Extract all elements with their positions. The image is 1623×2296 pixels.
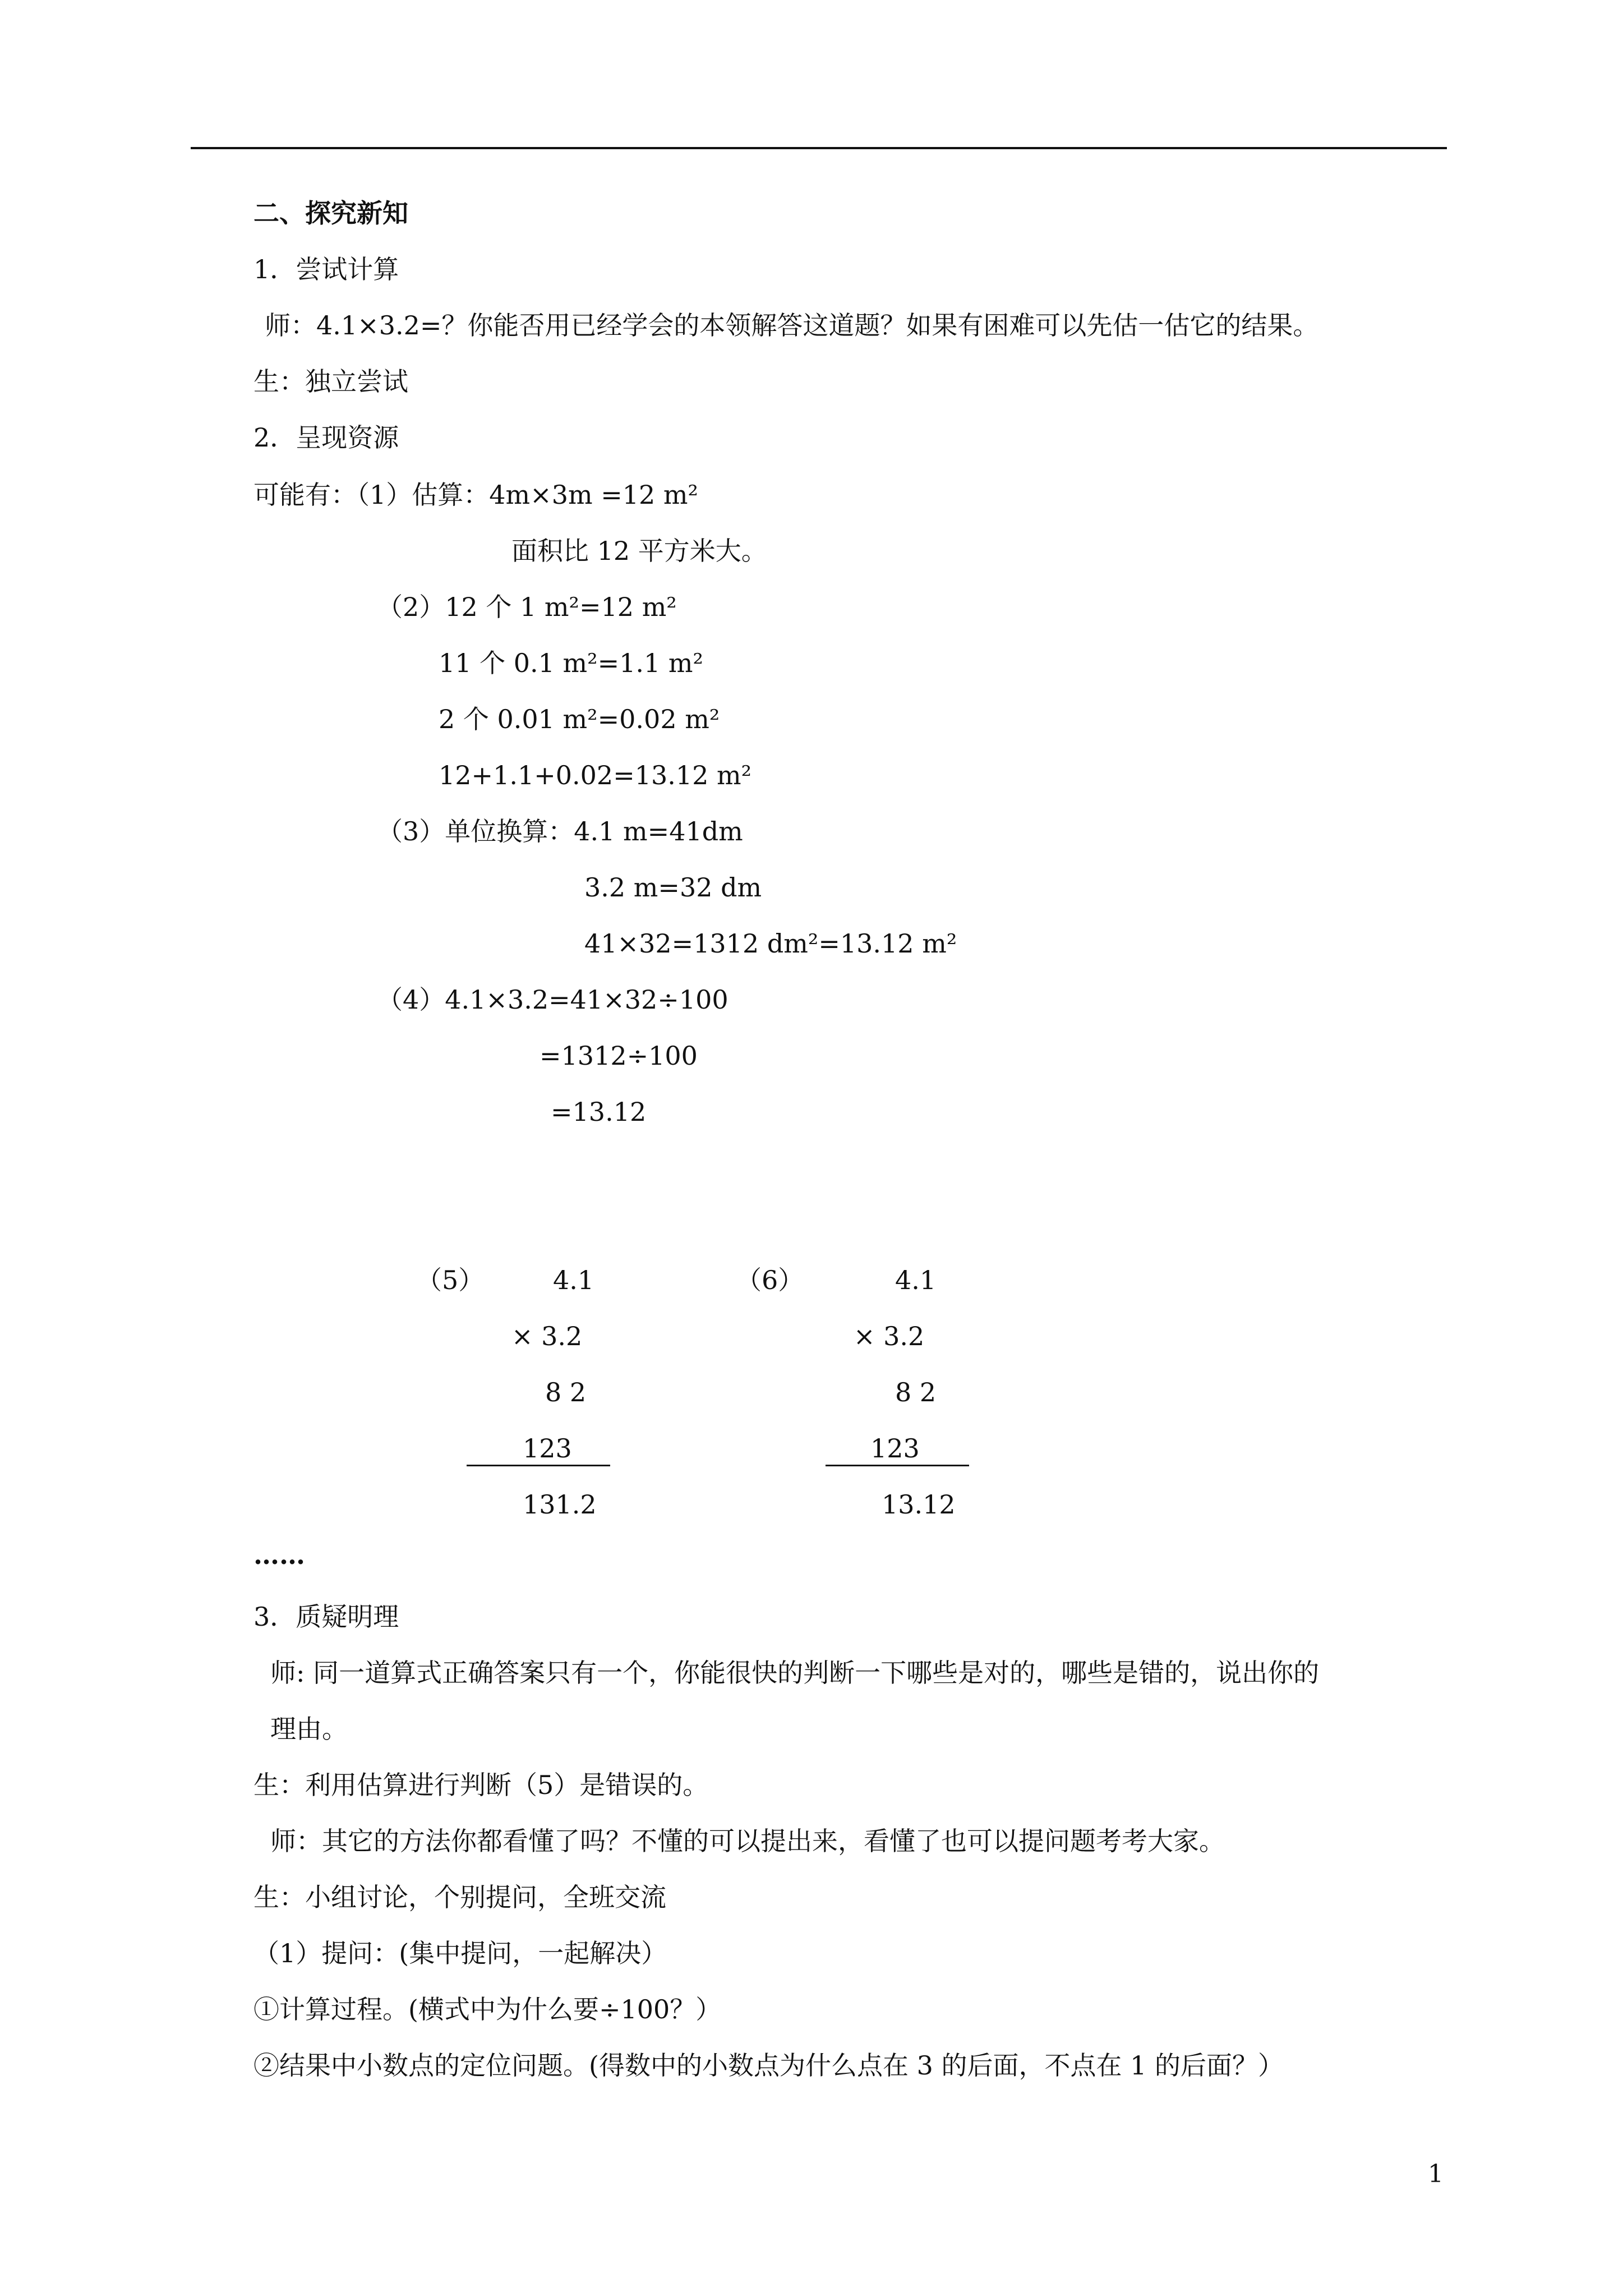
method1-line2: 面积比 12 平方米大。 <box>511 536 767 566</box>
vertical6-label: （6） <box>736 1265 804 1295</box>
method3-line2: 3.2 m=32 dm <box>584 872 762 903</box>
method4-line1: （4）4.1×3.2=41×32÷100 <box>377 984 728 1015</box>
method4-line3: =13.12 <box>551 1097 647 1127</box>
ellipsis: …… <box>253 1540 305 1570</box>
vertical5-partial2: 123 <box>523 1433 572 1464</box>
step3-teacher-text-2: 师：其它的方法你都看懂了吗？不懂的可以提出来，看懂了也可以提问题考考大家。 <box>270 1826 1225 1856</box>
vertical6-result: 13.12 <box>882 1489 956 1520</box>
vertical6-partial1: 8 2 <box>895 1377 937 1407</box>
vertical6-sum-rule <box>826 1465 969 1466</box>
method4-line2: =1312÷100 <box>540 1041 698 1071</box>
step3-heading: 3．质疑明理 <box>253 1602 399 1632</box>
vertical6-partial2: 123 <box>870 1433 920 1464</box>
section-title: 二、探究新知 <box>253 198 408 228</box>
vertical5-partial1: 8 2 <box>545 1377 587 1407</box>
vertical5-label: （5） <box>416 1265 485 1295</box>
vertical6-multiplicand: 4.1 <box>895 1265 937 1295</box>
vertical5-result: 131.2 <box>523 1489 597 1520</box>
step3-student-text: 生：利用估算进行判断（5）是错误的。 <box>253 1770 709 1800</box>
question-item-2: ②结果中小数点的定位问题。(得数中的小数点为什么点在 3 的后面，不点在 1 的后面？） <box>253 2050 1284 2081</box>
method2-line1: （2）12 个 1 m²=12 m² <box>377 592 677 622</box>
method2-line4: 12+1.1+0.02=13.12 m² <box>439 760 752 790</box>
method2-line3: 2 个 0.01 m²=0.02 m² <box>439 704 720 734</box>
step1-student-text: 生：独立尝试 <box>253 366 408 397</box>
step3-teacher-text: 师: 同一道算式正确答案只有一个，你能很快的判断一下哪些是对的，哪些是错的，说出你的 <box>270 1658 1320 1688</box>
question-item-1: ①计算过程。(横式中为什么要÷100？） <box>253 1994 722 2024</box>
vertical6-multiplier: × 3.2 <box>854 1321 925 1351</box>
step2-heading: 2．呈现资源 <box>253 422 399 453</box>
step3-student-text-2: 生：小组讨论，个别提问，全班交流 <box>253 1882 666 1912</box>
method3-line1: （3）单位换算：4.1 m=41dm <box>377 816 743 846</box>
step1-heading: 1．尝试计算 <box>253 254 399 284</box>
question-heading: （1）提问：(集中提问，一起解决） <box>253 1938 667 1968</box>
method3-line3: 41×32=1312 dm²=13.12 m² <box>584 928 957 959</box>
method1-line1: 可能有：（1）估算：4m×3m =12 m² <box>253 480 698 510</box>
vertical5-multiplicand: 4.1 <box>553 1265 594 1295</box>
vertical5-sum-rule <box>467 1465 610 1466</box>
method2-line2: 11 个 0.1 m²=1.1 m² <box>439 648 703 678</box>
vertical5-multiplier: × 3.2 <box>511 1321 583 1351</box>
header-rule <box>191 147 1447 149</box>
step1-teacher-text: 师：4.1×3.2=？你能否用已经学会的本领解答这道题？如果有困难可以先估一估它的结果。 <box>265 310 1319 341</box>
step3-teacher-text-cont: 理由。 <box>270 1714 348 1744</box>
page-number: 1 <box>1428 2160 1444 2188</box>
